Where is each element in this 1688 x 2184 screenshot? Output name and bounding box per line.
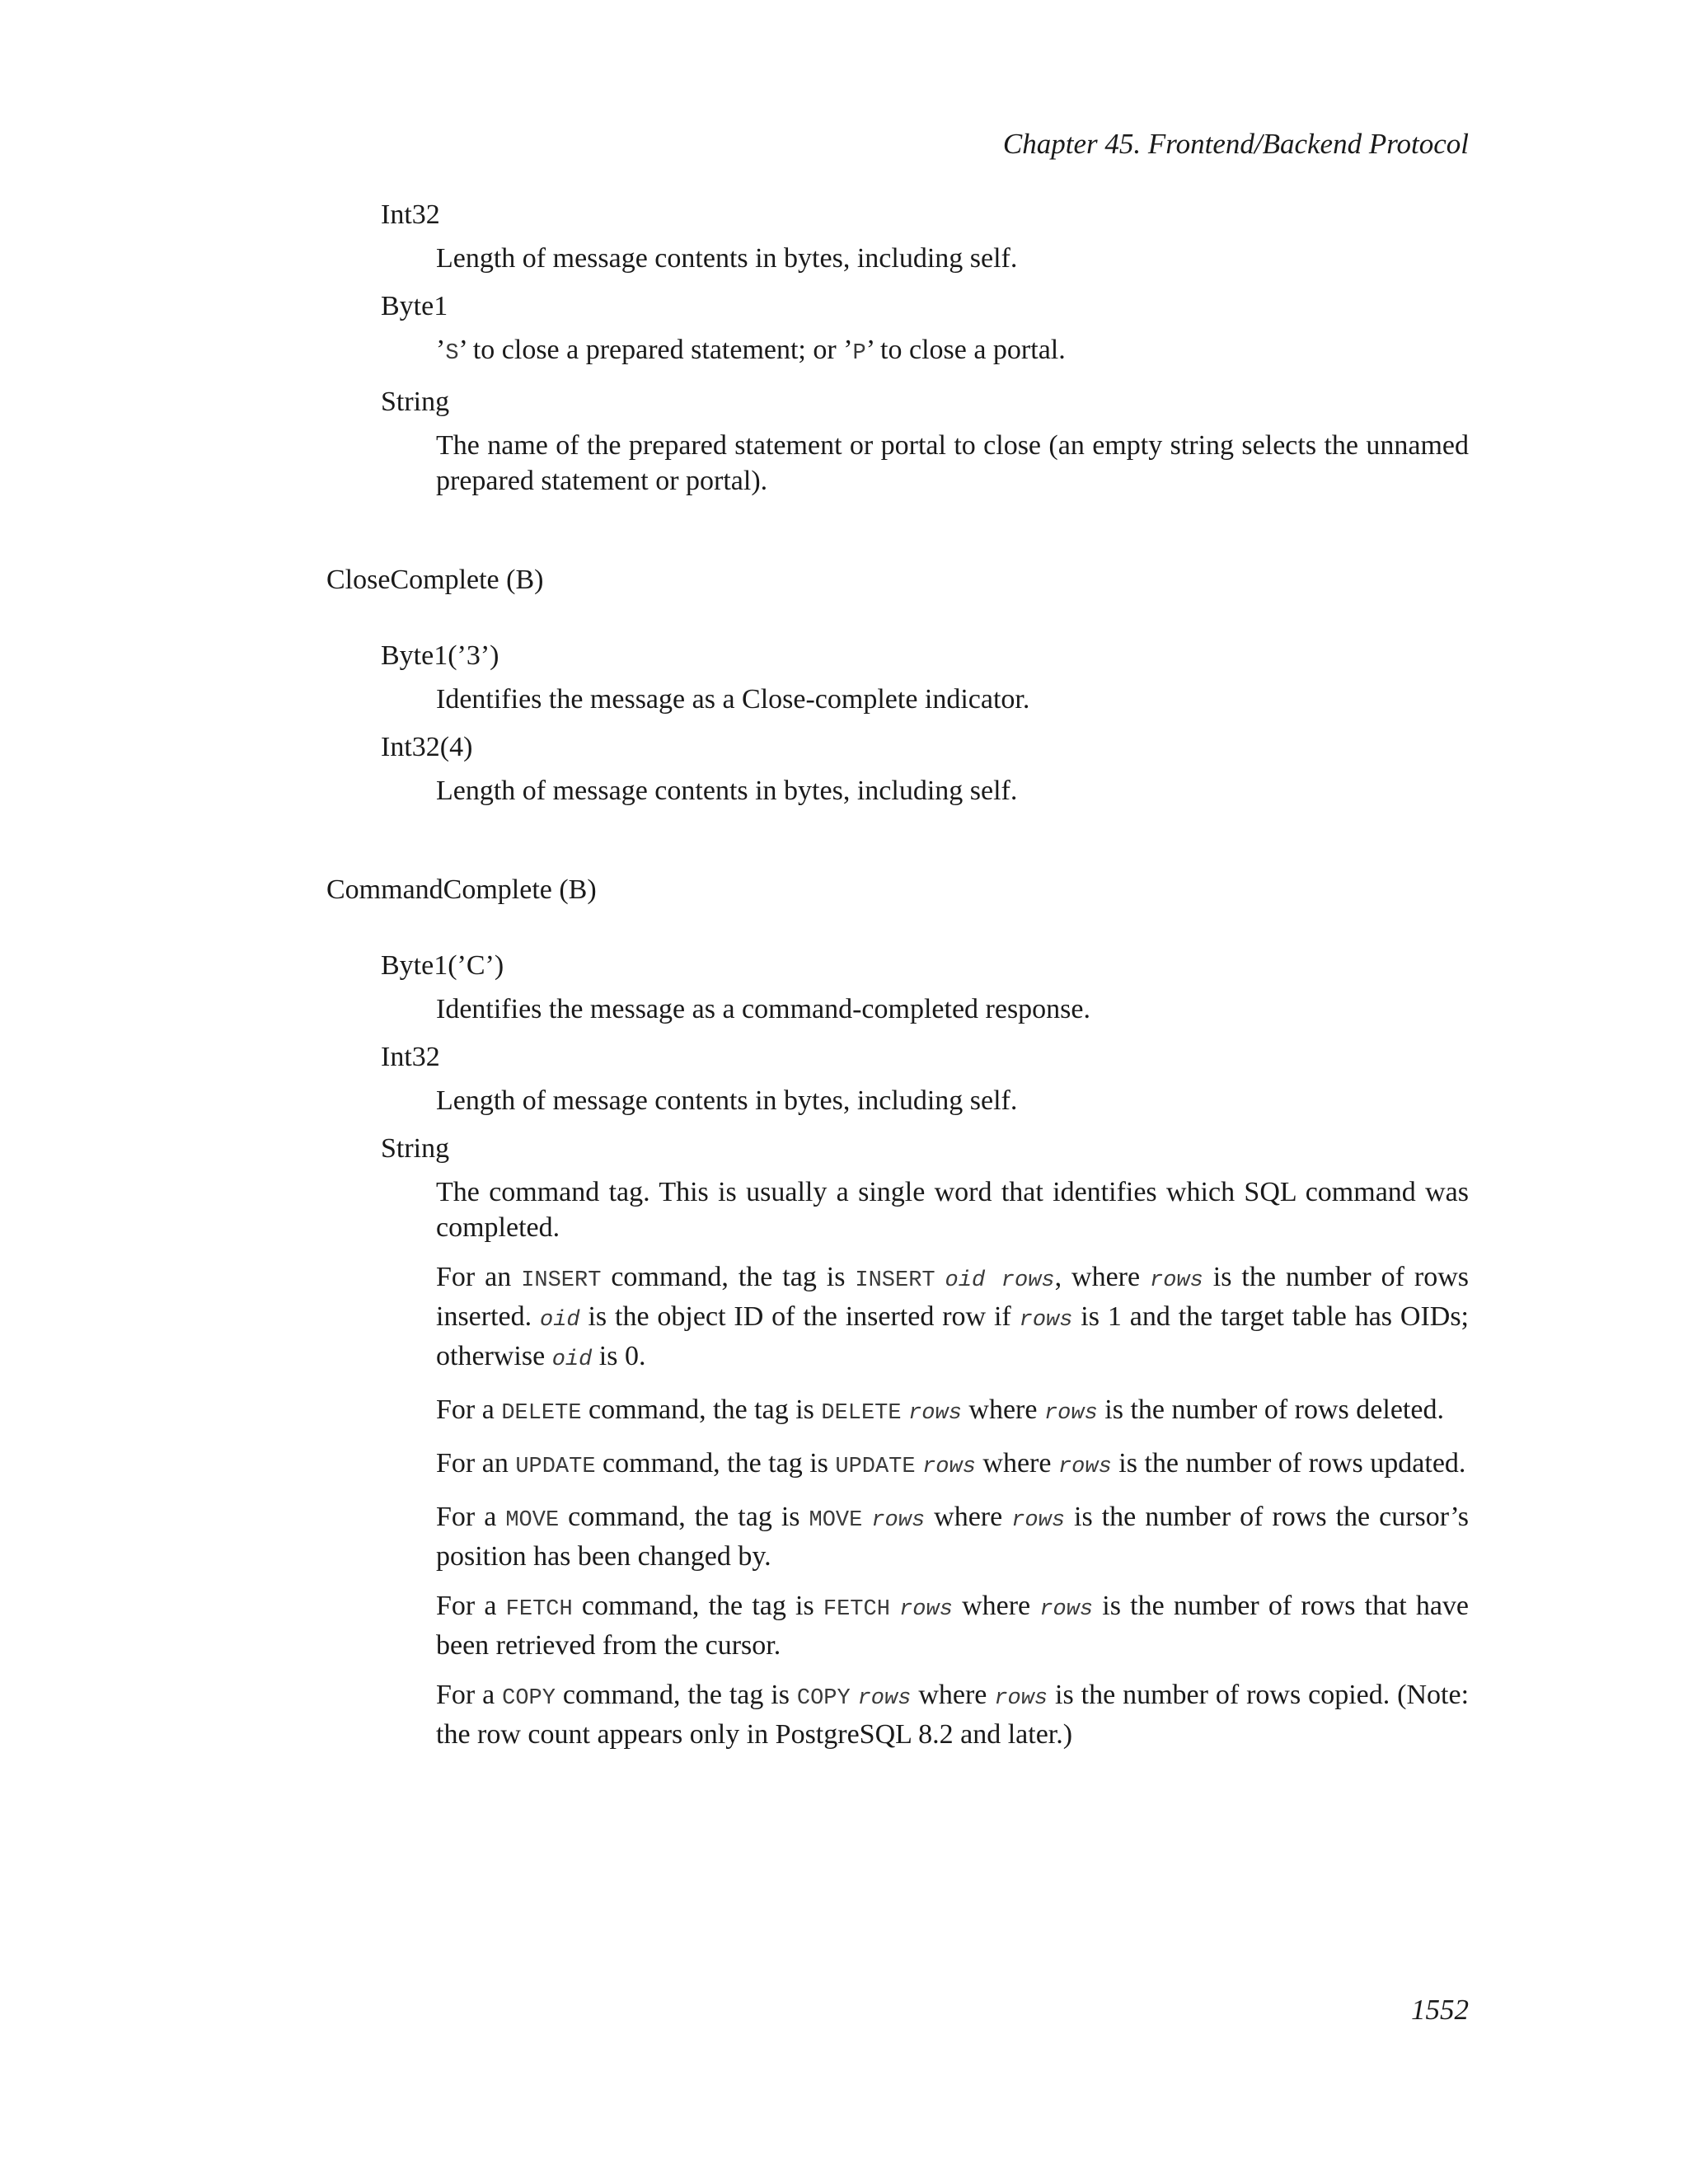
field-term: Int32 — [381, 1042, 440, 1072]
code-parameter: rows — [899, 1597, 953, 1622]
text-run: For a — [436, 1502, 506, 1532]
text-run: where — [975, 1448, 1058, 1479]
text-run: command, the tag is — [581, 1394, 822, 1425]
code-literal: COPY — [502, 1686, 556, 1711]
text-run: command, the tag is — [601, 1262, 856, 1292]
field-description — [436, 332, 1469, 378]
code-parameter: oid — [551, 1347, 593, 1372]
text-run: where — [952, 1591, 1040, 1621]
code-literal: DELETE — [821, 1401, 902, 1426]
code-parameter: rows — [1057, 1455, 1112, 1479]
page-number: 1552 — [1411, 1994, 1469, 2026]
text-run: where — [911, 1680, 995, 1710]
text-run: command, the tag is — [595, 1448, 836, 1479]
code-parameter: rows — [1039, 1597, 1094, 1622]
field-term: Int32(4) — [381, 732, 473, 762]
message-title: CloseComplete (B) — [326, 565, 544, 595]
move-tag-description — [436, 1499, 1469, 1574]
text-run: is 1 and the target table has OIDs; otherwise — [436, 1301, 1469, 1371]
spacer — [326, 505, 1469, 560]
text-run: For an — [436, 1262, 522, 1292]
field-description — [436, 428, 1469, 505]
code-literal: FETCH — [505, 1597, 573, 1622]
text-run: command, the tag is — [572, 1591, 823, 1621]
code-parameter: oid — [540, 1308, 580, 1333]
code-parameter: rows — [994, 1686, 1048, 1711]
text-run: is the number of rows updated. — [1111, 1448, 1466, 1479]
code-parameter: rows — [1011, 1508, 1066, 1533]
field-description-text: Identifies the message as a Close-complete indicator. — [436, 684, 1030, 715]
delete-tag-description — [436, 1392, 1469, 1432]
update-tag-description — [436, 1446, 1469, 1485]
text-run: is the number of rows inserted. — [436, 1262, 1470, 1332]
code-literal: MOVE — [505, 1508, 560, 1533]
text-run: is the number of rows deleted. — [1097, 1394, 1444, 1425]
insert-tag-description — [436, 1259, 1469, 1378]
code-literal: MOVE — [809, 1508, 863, 1533]
text-run: For a — [436, 1394, 502, 1425]
code-parameter: rows — [1019, 1308, 1073, 1333]
field-term: String — [381, 1133, 450, 1164]
text-run: For a — [436, 1591, 506, 1621]
fetch-tag-description — [436, 1588, 1469, 1663]
field-term: String — [381, 387, 450, 417]
field-term: Byte1 — [381, 291, 448, 321]
code-parameter: rows — [922, 1455, 976, 1479]
field-description — [436, 991, 1469, 1033]
code-literal: UPDATE — [515, 1455, 596, 1479]
field-description-text — [436, 332, 1469, 372]
copy-tag-description — [436, 1677, 1469, 1752]
text-run: For an — [436, 1448, 516, 1479]
quote-mark: ’ — [436, 335, 446, 365]
field-description-text: The name of the prepared statement or portal to close (an empty string selects the unnamed prepared statement or portal). — [436, 430, 1469, 496]
text-run: ’ to close a prepared statement; or ’ — [458, 335, 853, 365]
code-parameter: rows — [908, 1401, 962, 1426]
field-description-text: Length of message contents in bytes, including self. — [436, 776, 1018, 806]
text-run: ’ to close a portal. — [865, 335, 1066, 365]
text-run: is the number of rows copied. (Note: the row count appears only in PostgreSQL 8.2 and later.) — [436, 1680, 1470, 1750]
code-parameter: rows — [857, 1686, 912, 1711]
code-parameter: rows — [1043, 1401, 1098, 1426]
code-literal: FETCH — [823, 1597, 890, 1622]
text-run: , where — [1054, 1262, 1151, 1292]
field-term: Byte1(’3’) — [381, 640, 499, 671]
field-description — [436, 1174, 1469, 1759]
code-literal: DELETE — [501, 1401, 582, 1426]
spacer — [326, 911, 1469, 942]
code-parameter: rows — [871, 1508, 926, 1533]
code-parameter: rows — [1150, 1268, 1203, 1293]
code-parameter: oid rows — [945, 1268, 1055, 1293]
field-term: Byte1(’C’) — [381, 950, 504, 981]
code-literal: COPY — [796, 1686, 851, 1711]
code-literal: P — [852, 341, 866, 366]
text-run: is the number of rows that have been retrieved from the cursor. — [436, 1591, 1470, 1661]
field-description — [436, 682, 1469, 724]
code-literal: UPDATE — [835, 1455, 916, 1479]
running-header: Chapter 45. Frontend/Backend Protocol — [1002, 128, 1469, 160]
field-term: Int32 — [381, 199, 440, 230]
text-run: is the number of rows the cursor’s position has been changed by. — [436, 1502, 1470, 1572]
code-literal: S — [445, 341, 459, 366]
spacer — [326, 815, 1469, 869]
text-run: where — [925, 1502, 1012, 1532]
field-description-text: Length of message contents in bytes, including self. — [436, 1085, 1018, 1116]
text-run: For a — [436, 1680, 503, 1710]
text-run: is 0. — [592, 1341, 646, 1371]
message-title: CommandComplete (B) — [326, 874, 597, 905]
command-tag-intro: The command tag. This is usually a single word that identifies which SQL command was completed. — [436, 1177, 1469, 1243]
text-run: command, the tag is — [559, 1502, 809, 1532]
text-run: command, the tag is — [555, 1680, 797, 1710]
code-literal: INSERT — [855, 1268, 935, 1293]
spacer — [326, 601, 1469, 632]
field-description — [436, 773, 1469, 815]
code-literal: INSERT — [521, 1268, 602, 1293]
field-description — [436, 1083, 1469, 1125]
text-run: where — [961, 1394, 1044, 1425]
field-description — [436, 241, 1469, 283]
page-body — [326, 191, 1469, 1759]
text-run: is the object ID of the inserted row if — [579, 1301, 1020, 1332]
field-description-text: Length of message contents in bytes, including self. — [436, 243, 1018, 274]
field-description-text: Identifies the message as a command-completed response. — [436, 994, 1091, 1024]
